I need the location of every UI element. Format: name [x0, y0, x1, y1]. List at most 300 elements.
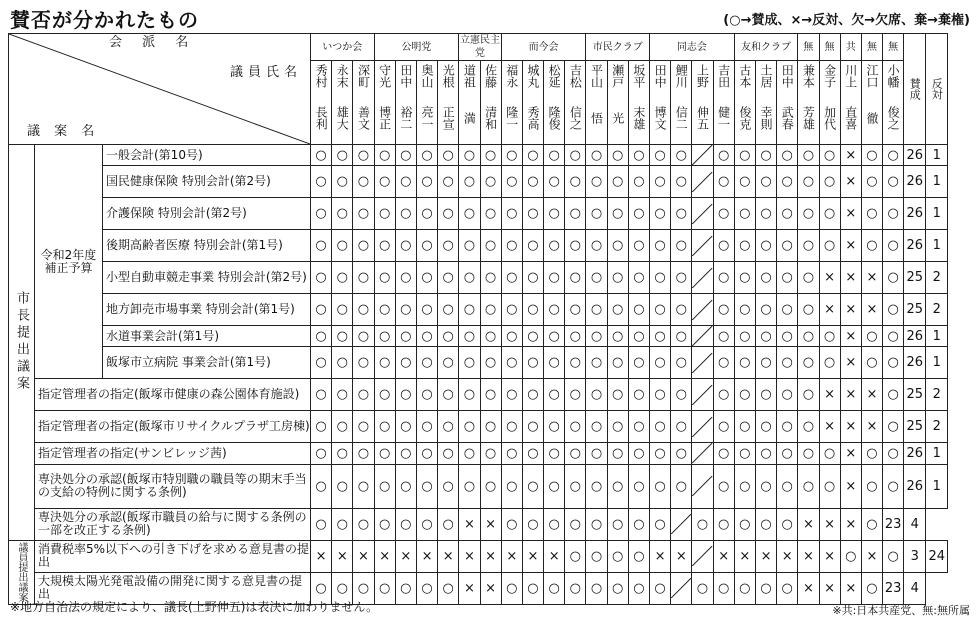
vote-cell: ○ — [607, 508, 628, 540]
vote-cell — [692, 411, 713, 443]
vote-cell: ○ — [565, 379, 586, 411]
vote-cell: ○ — [438, 411, 459, 443]
header-bill-label: 議 案 名 — [27, 124, 100, 139]
vote-cell: ○ — [586, 443, 607, 464]
vote-cell: ○ — [501, 508, 522, 540]
vote-cell: ○ — [607, 572, 628, 604]
vote-cell: ○ — [565, 166, 586, 198]
vote-cell: ○ — [311, 572, 332, 604]
vote-cell: ○ — [311, 411, 332, 443]
vote-cell: ○ — [353, 379, 374, 411]
member-surname: 守光 — [377, 64, 392, 88]
vote-cell: ○ — [734, 379, 755, 411]
vote-cell: × — [840, 464, 861, 508]
yes-count: 25 — [904, 262, 926, 294]
vote-cell: ○ — [628, 411, 649, 443]
vote-cell: ○ — [332, 230, 353, 262]
vote-cell: ○ — [586, 464, 607, 508]
vote-cell: ○ — [819, 145, 840, 166]
vote-cell: ○ — [671, 262, 692, 294]
vote-cell: ○ — [671, 198, 692, 230]
member-given-name: 武春 — [780, 106, 795, 130]
vote-cell: ○ — [395, 294, 416, 326]
vote-cell: ○ — [883, 262, 904, 294]
vote-cell: ○ — [438, 166, 459, 198]
vote-cell: ○ — [416, 230, 437, 262]
vote-cell: ○ — [628, 540, 649, 572]
vote-cell: ○ — [438, 145, 459, 166]
yes-count: 25 — [904, 294, 926, 326]
vote-cell: ○ — [628, 145, 649, 166]
no-count: 1 — [926, 443, 948, 464]
vote-cell: × — [755, 540, 776, 572]
vote-cell: ○ — [798, 464, 819, 508]
vote-cell: ○ — [522, 379, 543, 411]
vote-cell: ○ — [586, 326, 607, 347]
vote-cell: ○ — [544, 230, 565, 262]
vote-cell: ○ — [311, 347, 332, 379]
vote-cell: ○ — [332, 262, 353, 294]
vote-cell: ○ — [565, 198, 586, 230]
vote-cell: ○ — [544, 379, 565, 411]
vote-table — [8, 33, 948, 605]
vote-cell: ○ — [459, 145, 480, 166]
vote-cell: ○ — [671, 443, 692, 464]
vote-cell: ○ — [459, 326, 480, 347]
vote-cell: ○ — [416, 198, 437, 230]
member-name — [522, 61, 543, 145]
vote-cell: ○ — [438, 294, 459, 326]
member-name — [883, 61, 904, 145]
vote-cell: ○ — [607, 347, 628, 379]
vote-cell: ○ — [586, 198, 607, 230]
member-given-name: 伸五 — [695, 106, 710, 130]
vote-cell: ○ — [501, 145, 522, 166]
vote-cell: ○ — [734, 230, 755, 262]
yes-count: 26 — [904, 166, 926, 198]
vote-cell: ○ — [755, 411, 776, 443]
vote-cell: ○ — [522, 166, 543, 198]
vote-cell: ○ — [311, 198, 332, 230]
member-name — [671, 61, 692, 145]
vote-cell: ○ — [861, 572, 882, 604]
vote-cell: ○ — [819, 443, 840, 464]
vote-cell: ○ — [755, 145, 776, 166]
vote-cell: ○ — [311, 294, 332, 326]
vote-cell: × — [480, 572, 501, 604]
vote-cell: ○ — [819, 326, 840, 347]
no-count: 4 — [904, 508, 926, 540]
vote-cell: ○ — [395, 198, 416, 230]
member-name — [734, 61, 755, 145]
vote-cell: × — [480, 540, 501, 572]
vote-cell — [692, 198, 713, 230]
vote-cell: ○ — [798, 166, 819, 198]
member-surname: 光根 — [441, 64, 456, 88]
vote-cell: × — [311, 540, 332, 572]
vote-cell: ○ — [501, 294, 522, 326]
vote-cell: ○ — [607, 230, 628, 262]
member-surname: 福永 — [504, 64, 519, 88]
vote-cell: × — [840, 230, 861, 262]
vote-cell: ○ — [544, 464, 565, 508]
footnote-chair: ※地方自治法の規定により、議長(上野伸五)は表決に加わりません。 — [10, 600, 379, 614]
vote-cell: ○ — [819, 464, 840, 508]
vote-cell: ○ — [311, 379, 332, 411]
vote-cell — [692, 540, 713, 572]
faction-header: いつか会 — [311, 34, 375, 61]
vote-cell: × — [819, 540, 840, 572]
vote-cell — [692, 347, 713, 379]
vote-cell: ○ — [416, 166, 437, 198]
no-count: 2 — [926, 262, 948, 294]
vote-cell: ○ — [755, 572, 776, 604]
yes-count: 26 — [904, 347, 926, 379]
vote-cell: ○ — [332, 572, 353, 604]
vote-cell: ○ — [607, 262, 628, 294]
vote-cell: ○ — [883, 411, 904, 443]
member-name — [544, 61, 565, 145]
vote-cell: ○ — [416, 508, 437, 540]
vote-cell: ○ — [565, 145, 586, 166]
vote-cell: ○ — [755, 294, 776, 326]
vote-cell: ○ — [734, 464, 755, 508]
vote-cell: ○ — [798, 347, 819, 379]
vote-cell: ○ — [798, 262, 819, 294]
member-given-name: 健一 — [716, 106, 731, 130]
vote-cell: ○ — [777, 572, 798, 604]
vote-cell: ○ — [607, 326, 628, 347]
vote-cell: ○ — [332, 464, 353, 508]
vote-cell: ○ — [607, 411, 628, 443]
member-surname: 瀬戸 — [610, 64, 625, 88]
vote-cell: ○ — [586, 347, 607, 379]
vote-cell — [692, 464, 713, 508]
vote-cell: ○ — [607, 379, 628, 411]
vote-cell: ○ — [395, 326, 416, 347]
vote-cell: ○ — [480, 347, 501, 379]
vote-cell: ○ — [713, 508, 734, 540]
vote-cell: ○ — [628, 572, 649, 604]
vote-cell: ○ — [671, 230, 692, 262]
vote-cell: × — [840, 294, 861, 326]
member-name — [353, 61, 374, 145]
vote-cell: ○ — [544, 508, 565, 540]
vote-cell: ○ — [395, 464, 416, 508]
vote-cell: ○ — [798, 294, 819, 326]
vote-cell: ○ — [374, 230, 395, 262]
vote-cell: ○ — [713, 326, 734, 347]
member-name — [692, 61, 713, 145]
vote-cell: ○ — [480, 145, 501, 166]
yes-count: 23 — [883, 572, 904, 604]
member-surname: 金子 — [822, 64, 837, 88]
member-given-name: 満 — [462, 112, 477, 124]
vote-cell: ○ — [395, 145, 416, 166]
vote-cell: ○ — [777, 294, 798, 326]
vote-cell: ○ — [374, 379, 395, 411]
vote-cell: ○ — [650, 145, 671, 166]
vote-cell: ○ — [416, 443, 437, 464]
vote-cell: ○ — [480, 166, 501, 198]
vote-cell: ○ — [713, 572, 734, 604]
vote-cell: ○ — [395, 443, 416, 464]
vote-cell: ○ — [395, 166, 416, 198]
vote-cell: ○ — [438, 262, 459, 294]
member-given-name: 裕二 — [398, 106, 413, 130]
vote-cell: × — [819, 379, 840, 411]
vote-cell: ○ — [459, 230, 480, 262]
member-name — [332, 61, 353, 145]
page-title: 賛否が分かれたもの — [10, 8, 199, 32]
vote-cell: ○ — [522, 326, 543, 347]
vote-cell: ○ — [416, 464, 437, 508]
vote-cell: ○ — [798, 326, 819, 347]
vote-cell: ○ — [755, 230, 776, 262]
vote-cell: ○ — [522, 347, 543, 379]
vote-cell: ○ — [480, 443, 501, 464]
vote-cell: ○ — [438, 572, 459, 604]
member-surname: 吉松 — [568, 64, 583, 88]
vote-cell: ○ — [713, 464, 734, 508]
member-given-name: 亮一 — [420, 106, 435, 130]
faction-header: 無 — [819, 34, 840, 61]
vote-cell: ○ — [734, 262, 755, 294]
vote-cell: × — [819, 262, 840, 294]
vote-cell: ○ — [565, 230, 586, 262]
yes-count: 25 — [904, 379, 926, 411]
vote-cell: × — [374, 540, 395, 572]
vote-cell: ○ — [544, 145, 565, 166]
no-count: 1 — [926, 166, 948, 198]
vote-cell: × — [734, 540, 755, 572]
member-name — [777, 61, 798, 145]
vote-cell: ○ — [438, 347, 459, 379]
vote-cell: ○ — [586, 540, 607, 572]
vote-cell — [692, 294, 713, 326]
vote-cell: ○ — [650, 326, 671, 347]
member-name — [459, 61, 480, 145]
yes-count-header: 賛成 — [904, 34, 926, 145]
vote-cell: ○ — [883, 198, 904, 230]
vote-cell: ○ — [861, 508, 882, 540]
vote-cell: ○ — [628, 347, 649, 379]
vote-cell: ○ — [798, 443, 819, 464]
vote-cell: ○ — [332, 379, 353, 411]
vote-cell — [671, 572, 692, 604]
vote-cell: ○ — [734, 294, 755, 326]
vote-cell: ○ — [374, 262, 395, 294]
vote-cell: ○ — [861, 166, 882, 198]
yes-count: 26 — [904, 464, 926, 508]
yes-count: 23 — [883, 508, 904, 540]
member-surname: 上野 — [695, 64, 710, 88]
vote-cell: ○ — [353, 443, 374, 464]
bill-name: 消費税率5%以下への引き下げを求める意見書の提出 — [35, 540, 311, 572]
vote-cell: × — [819, 508, 840, 540]
vote-cell: ○ — [713, 294, 734, 326]
vote-cell: ○ — [544, 411, 565, 443]
vote-cell: ○ — [353, 464, 374, 508]
vote-cell — [692, 145, 713, 166]
member-name — [650, 61, 671, 145]
vote-cell: ○ — [671, 166, 692, 198]
vote-cell: ○ — [650, 230, 671, 262]
vote-cell: ○ — [544, 326, 565, 347]
footnote-abbrev: ※共:日本共産党、無:無所属 — [832, 604, 970, 617]
bill-name: 後期高齢者医療 特別会計(第1号) — [103, 230, 311, 262]
vote-cell: ○ — [607, 464, 628, 508]
vote-cell: ○ — [883, 326, 904, 347]
vote-cell: ○ — [395, 230, 416, 262]
vote-cell: ○ — [734, 411, 755, 443]
member-name — [395, 61, 416, 145]
vote-cell: ○ — [883, 166, 904, 198]
vote-cell: ○ — [628, 443, 649, 464]
vote-cell: ○ — [755, 166, 776, 198]
yes-count: 26 — [904, 230, 926, 262]
member-name — [438, 61, 459, 145]
vote-cell: ○ — [671, 464, 692, 508]
category-mayor: 市長提出議案 — [9, 145, 35, 541]
vote-cell: × — [459, 572, 480, 604]
vote-cell: ○ — [671, 379, 692, 411]
vote-cell: ○ — [777, 198, 798, 230]
member-given-name: 芳雄 — [801, 106, 816, 130]
vote-legend: (○→賛成、×→反対、欠→欠席、棄→棄権) — [723, 13, 970, 28]
vote-cell: ○ — [671, 145, 692, 166]
vote-cell: ○ — [438, 508, 459, 540]
vote-cell: ○ — [522, 411, 543, 443]
member-name — [586, 61, 607, 145]
member-given-name: 光 — [610, 112, 625, 124]
vote-cell: × — [671, 540, 692, 572]
vote-cell: ○ — [777, 145, 798, 166]
vote-cell: × — [819, 572, 840, 604]
vote-cell: ○ — [459, 464, 480, 508]
vote-cell — [692, 230, 713, 262]
vote-cell: ○ — [861, 326, 882, 347]
vote-cell: × — [501, 540, 522, 572]
vote-cell: ○ — [353, 166, 374, 198]
vote-cell: ○ — [332, 326, 353, 347]
vote-cell: ○ — [607, 166, 628, 198]
vote-cell: ○ — [861, 347, 882, 379]
vote-cell: ○ — [544, 443, 565, 464]
vote-cell: ○ — [459, 198, 480, 230]
vote-cell: ○ — [861, 443, 882, 464]
vote-cell: ○ — [607, 294, 628, 326]
member-given-name: 秀高 — [525, 106, 540, 130]
vote-cell: ○ — [374, 347, 395, 379]
vote-cell: ○ — [459, 379, 480, 411]
member-surname: 鯉川 — [674, 64, 689, 88]
vote-cell: ○ — [459, 262, 480, 294]
member-given-name: 信之 — [568, 106, 583, 130]
vote-cell: ○ — [734, 443, 755, 464]
vote-cell: ○ — [713, 379, 734, 411]
vote-cell: ○ — [692, 572, 713, 604]
vote-cell: ○ — [416, 379, 437, 411]
vote-cell: ○ — [480, 326, 501, 347]
vote-cell: ○ — [544, 166, 565, 198]
header-member-label: 議員氏名 — [229, 65, 302, 80]
vote-cell: ○ — [734, 572, 755, 604]
vote-cell: ○ — [374, 508, 395, 540]
no-count: 4 — [904, 572, 926, 604]
vote-cell: × — [798, 540, 819, 572]
vote-cell: ○ — [650, 443, 671, 464]
vote-cell: × — [861, 411, 882, 443]
vote-cell: ○ — [353, 411, 374, 443]
member-name — [501, 61, 522, 145]
vote-cell: ○ — [734, 145, 755, 166]
vote-cell: ○ — [311, 145, 332, 166]
vote-cell: ○ — [332, 166, 353, 198]
vote-cell: × — [840, 572, 861, 604]
vote-cell: ○ — [374, 572, 395, 604]
vote-cell: × — [777, 540, 798, 572]
vote-cell: × — [395, 540, 416, 572]
vote-cell: × — [353, 540, 374, 572]
no-count: 1 — [926, 326, 948, 347]
vote-cell: × — [459, 540, 480, 572]
vote-cell: ○ — [671, 294, 692, 326]
vote-cell — [692, 443, 713, 464]
vote-cell: × — [861, 379, 882, 411]
vote-cell: ○ — [861, 145, 882, 166]
vote-cell: ○ — [459, 443, 480, 464]
member-given-name: 隆一 — [504, 106, 519, 130]
vote-cell: ○ — [586, 262, 607, 294]
yes-count: 26 — [904, 443, 926, 464]
vote-cell: ○ — [777, 411, 798, 443]
vote-cell: × — [861, 540, 882, 572]
yes-count: 3 — [904, 540, 926, 572]
vote-cell: × — [438, 540, 459, 572]
vote-cell: × — [819, 294, 840, 326]
member-name — [755, 61, 776, 145]
vote-cell: ○ — [819, 347, 840, 379]
vote-cell: × — [798, 572, 819, 604]
vote-cell: ○ — [755, 262, 776, 294]
vote-cell: ○ — [840, 540, 861, 572]
vote-cell: ○ — [777, 230, 798, 262]
yes-count: 26 — [904, 145, 926, 166]
vote-cell: ○ — [586, 230, 607, 262]
table-header-corner — [9, 34, 311, 145]
faction-header: 無 — [861, 34, 882, 61]
vote-cell: ○ — [544, 572, 565, 604]
category-member: 議員提出議案 — [9, 540, 35, 604]
vote-cell: ○ — [734, 198, 755, 230]
vote-cell: ○ — [416, 572, 437, 604]
vote-cell: ○ — [628, 326, 649, 347]
vote-cell: ○ — [438, 326, 459, 347]
vote-cell: × — [861, 294, 882, 326]
member-given-name: 正宣 — [441, 106, 456, 130]
vote-cell: ○ — [755, 347, 776, 379]
vote-cell: ○ — [459, 294, 480, 326]
member-given-name: 末雄 — [631, 106, 646, 130]
vote-cell: ○ — [628, 294, 649, 326]
vote-cell: × — [819, 411, 840, 443]
vote-cell: ○ — [459, 166, 480, 198]
vote-cell: ○ — [332, 508, 353, 540]
vote-cell: ○ — [565, 347, 586, 379]
vote-cell: × — [840, 198, 861, 230]
faction-header: 無 — [883, 34, 904, 61]
